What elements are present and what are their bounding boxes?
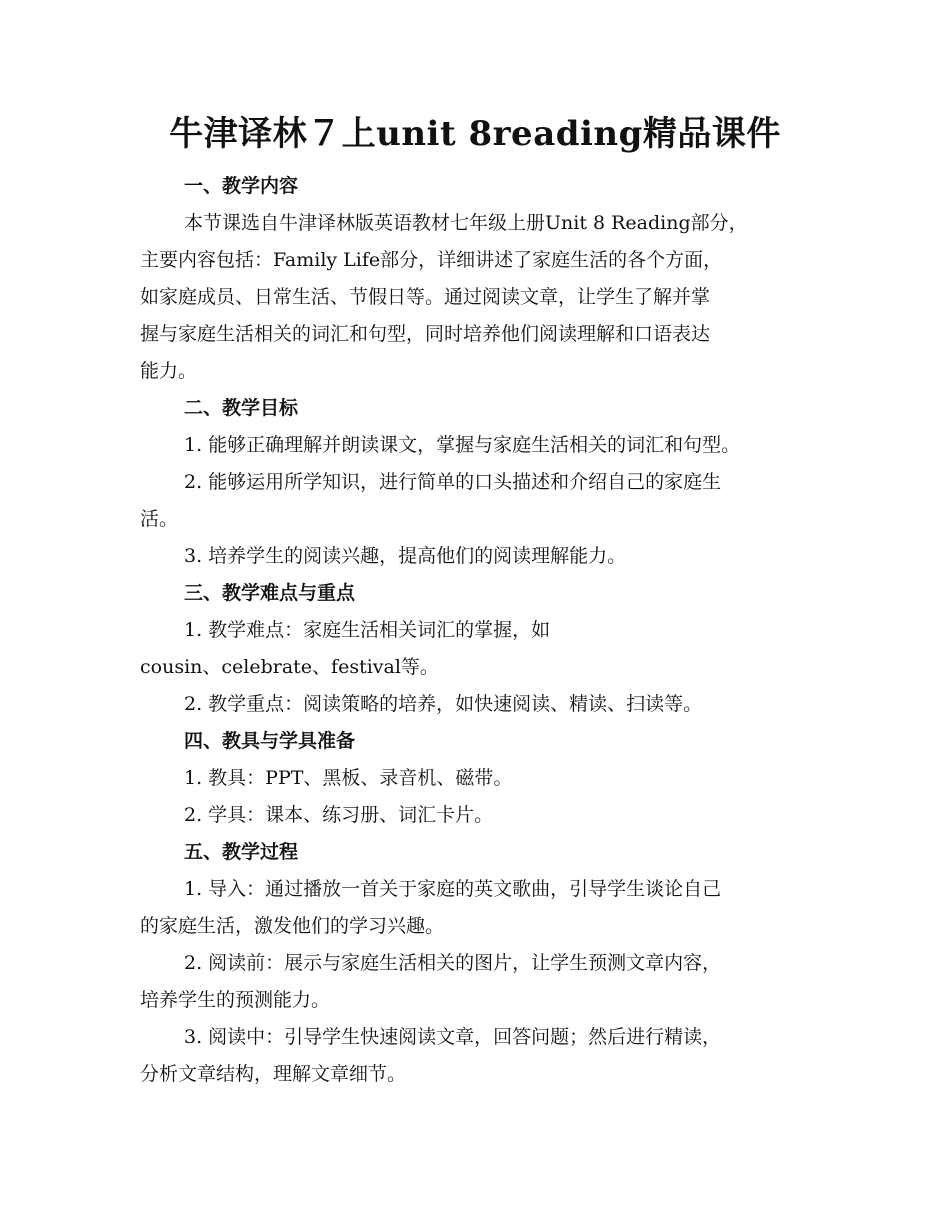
section-teaching-content bbox=[140, 168, 820, 390]
text-line: 3. 阅读中：引导学生快速阅读文章，回答问题；然后进行精读， bbox=[184, 1026, 722, 1048]
paragraph bbox=[140, 205, 820, 390]
text-line: 握与家庭生活相关的词汇和句型，同时培养他们阅读理解和口语表达 bbox=[140, 323, 711, 345]
list-item bbox=[140, 538, 820, 575]
section-heading: 三、教学难点与重点 bbox=[184, 582, 356, 604]
list-item bbox=[140, 427, 820, 464]
text-line: 活。 bbox=[140, 508, 179, 530]
list-item bbox=[140, 797, 820, 834]
text-line: 主要内容包括：Family Life部分，详细讲述了家庭生活的各个方面， bbox=[140, 249, 723, 271]
text-line: cousin、celebrate、festival等。 bbox=[140, 656, 439, 678]
text-line: 如家庭成员、日常生活、节假日等。通过阅读文章，让学生了解并掌 bbox=[140, 286, 711, 308]
list-item bbox=[140, 686, 820, 723]
text-line: 分析文章结构，理解文章细节。 bbox=[140, 1063, 407, 1085]
text-line: 2. 能够运用所学知识，进行简单的口头描述和介绍自己的家庭生 bbox=[184, 471, 722, 493]
section-heading: 四、教具与学具准备 bbox=[184, 730, 356, 752]
text-line: 本节课选自牛津译林版英语教材七年级上册Unit 8 Reading部分， bbox=[184, 212, 748, 234]
text-line: 的家庭生活，激发他们的学习兴趣。 bbox=[140, 915, 445, 937]
text-line: 培养学生的预测能力。 bbox=[140, 989, 331, 1011]
list-item bbox=[140, 612, 820, 686]
text-line: 2. 阅读前：展示与家庭生活相关的图片，让学生预测文章内容， bbox=[184, 952, 722, 974]
text-line: 1. 能够正确理解并朗读课文，掌握与家庭生活相关的词汇和句型。 bbox=[184, 434, 741, 456]
text-line: 2. 教学重点：阅读策略的培养，如快速阅读、精读、扫读等。 bbox=[184, 693, 703, 715]
section-heading: 一、教学内容 bbox=[184, 175, 299, 197]
list-item bbox=[140, 464, 820, 538]
section-difficulties-and-key-points bbox=[140, 575, 820, 723]
list-item bbox=[140, 760, 820, 797]
document-body bbox=[140, 168, 820, 1093]
text-line: 2. 学具：课本、练习册、词汇卡片。 bbox=[184, 804, 494, 826]
text-line: 1. 教学难点：家庭生活相关词汇的掌握，如 bbox=[184, 619, 551, 641]
text-line: 1. 教具：PPT、黑板、录音机、磁带。 bbox=[184, 767, 513, 789]
section-teaching-process bbox=[140, 834, 820, 1093]
text-line: 能力。 bbox=[140, 360, 198, 382]
text-line: 3. 培养学生的阅读兴趣，提高他们的阅读理解能力。 bbox=[184, 545, 627, 567]
list-item bbox=[140, 945, 820, 1019]
list-item bbox=[140, 871, 820, 945]
section-heading: 五、教学过程 bbox=[184, 841, 299, 863]
section-heading: 二、教学目标 bbox=[184, 397, 299, 419]
document-title: 牛津译林７上unit 8reading精品课件 bbox=[169, 114, 781, 154]
list-item bbox=[140, 1019, 820, 1093]
text-line: 1. 导入：通过播放一首关于家庭的英文歌曲，引导学生谈论自己 bbox=[184, 878, 722, 900]
section-teaching-aids bbox=[140, 723, 820, 834]
section-teaching-objectives bbox=[140, 390, 820, 575]
